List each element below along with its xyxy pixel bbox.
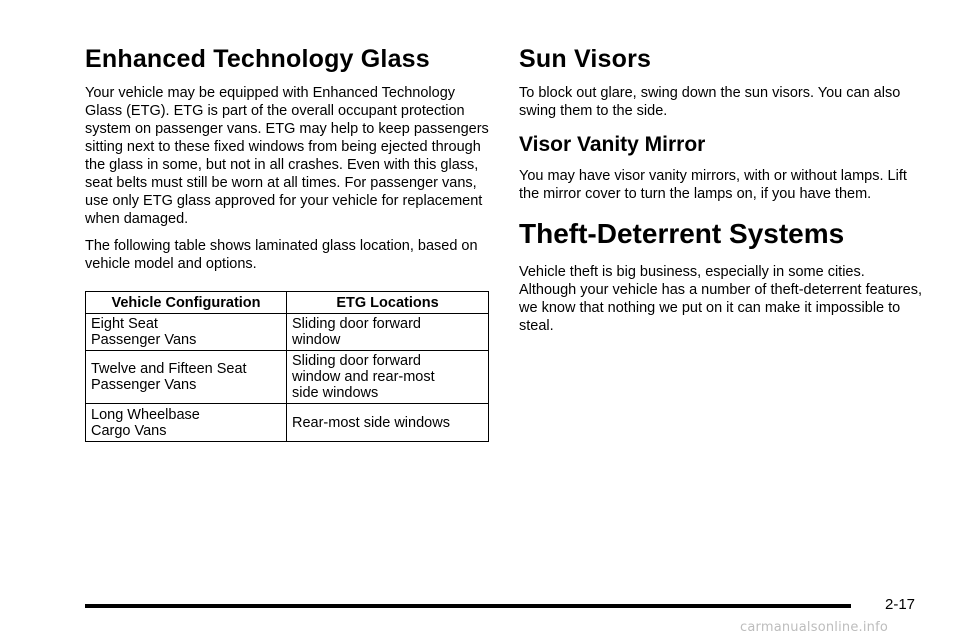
header-etg-locations: ETG Locations [287,292,489,314]
cell-text: Twelve and Fifteen Seat [91,361,247,377]
cell-text: Rear-most side windows [292,414,450,431]
cell-config [86,404,287,442]
etg-paragraph-1: Your vehicle may be equipped with Enhanced Technology Glass (ETG). ETG is part of the overall occupant protection system on passenger vans. ETG may help to keep passengers sitting next to these fixed windows from being ejected through the glass in some, but not in all crashes. Even with this glass, seat belts must still be worn at all times. For passenger vans, use only ETG glass approved for your vehicle for replacement when damaged. [85,85,489,227]
cell-text: Passenger Vans [91,377,197,393]
watermark: carmanualsonline.info [740,620,889,635]
cell-locations [287,351,489,404]
page-number: 2-17 [885,596,916,613]
cell-config [86,314,287,351]
cell-text: window and rear-most [292,369,435,385]
etg-locations-table [85,291,489,442]
cell-config [86,351,287,404]
visor-vanity-mirror-heading: Visor Vanity Mirror [519,133,706,156]
theft-deterrent-heading: Theft-Deterrent Systems [519,218,845,249]
cell-text: Passenger Vans [91,332,197,348]
cell-text: Cargo Vans [91,422,167,439]
footer-rule [85,604,851,608]
table-header-row [86,292,489,314]
etg-paragraph-2: The following table shows laminated glass location, based on vehicle model and options. [85,238,478,272]
left-column [85,44,490,442]
cell-text: Eight Seat [91,316,158,332]
table-row [86,351,489,404]
table-row [86,314,489,351]
cell-text: Sliding door forward [292,316,421,332]
sun-visors-heading: Sun Visors [519,45,652,73]
theft-deterrent-paragraph: Vehicle theft is big business, especially in some cities. Although your vehicle has a number of theft-deterrent features, we know that nothing we put on it can make it impossible to steal. [519,264,923,334]
table-row [86,404,489,442]
cell-text: Sliding door forward [292,353,421,369]
cell-locations [287,314,489,351]
cell-text: Long Wheelbase [91,406,200,423]
cell-text: window [292,332,341,348]
sun-visors-paragraph: To block out glare, swing down the sun visors. You can also swing them to the side. [519,85,901,119]
visor-vanity-mirror-paragraph: You may have visor vanity mirrors, with or without lamps. Lift the mirror cover to turn the lamps on, if you have them. [519,168,907,202]
right-column [519,44,924,344]
cell-locations [287,404,489,442]
etg-heading: Enhanced Technology Glass [85,45,430,73]
cell-text: side windows [292,385,379,401]
header-vehicle-configuration: Vehicle Configuration [86,292,287,314]
